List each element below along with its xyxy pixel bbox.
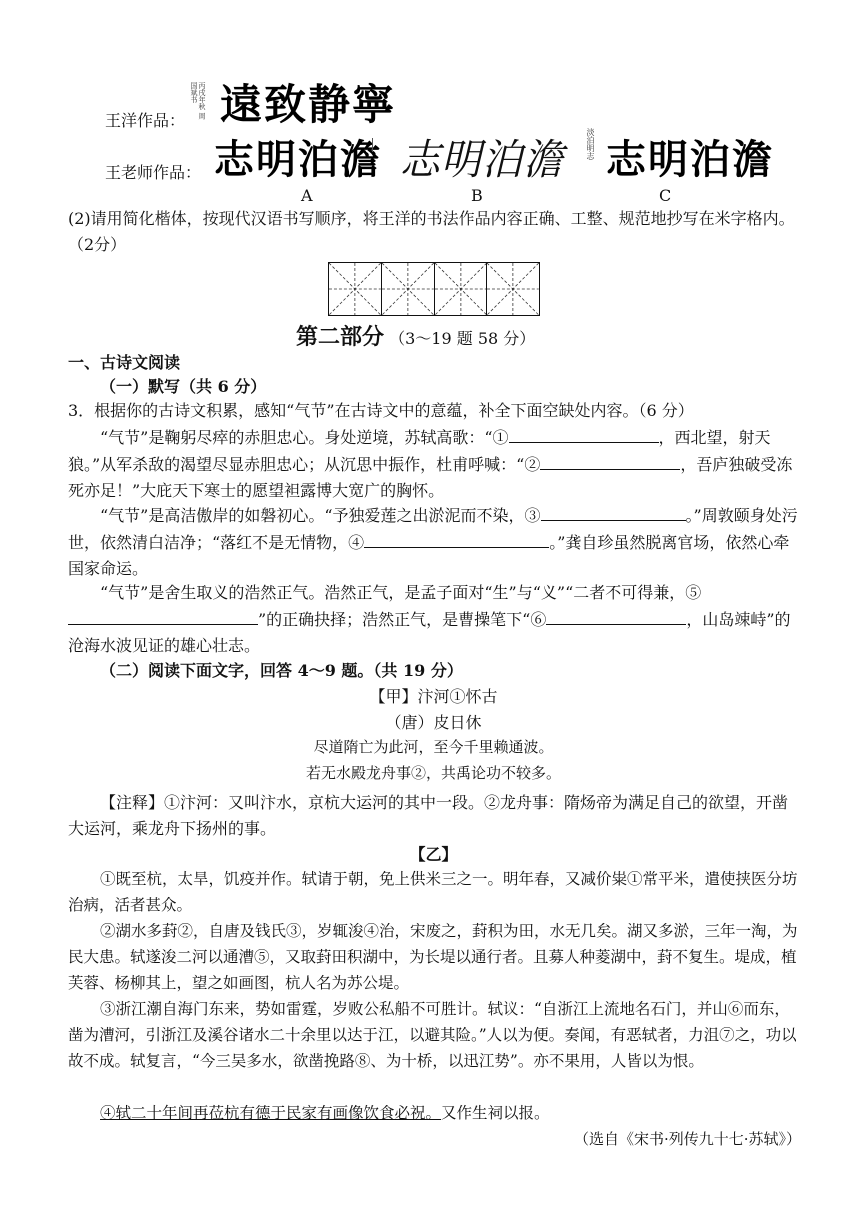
option-a-seal-mark <box>372 138 381 152</box>
blank-2[interactable] <box>540 451 680 470</box>
section1-sub1: （一）默写（共 6 分） <box>100 377 267 396</box>
blank-4[interactable] <box>364 529 549 548</box>
mizi-cell[interactable] <box>329 263 382 315</box>
yi-paragraph-4-rest: 又作生祠以报。 <box>441 1104 550 1122</box>
mizi-cell[interactable] <box>435 263 488 315</box>
part2-title-row <box>296 320 535 351</box>
mizi-cell[interactable] <box>487 263 539 315</box>
blank-1[interactable] <box>509 424 659 443</box>
option-c-label: C <box>659 186 672 205</box>
option-b-label: B <box>471 186 483 205</box>
p2-text-c: 。”龚自珍虽然脱离官场，依然心牵国家命运。 <box>68 533 790 578</box>
yi-paragraph-4-underlined: ④轼二十年间再莅杭有德于民家有画像饮食必祝。 <box>100 1104 442 1122</box>
p1-text-b: ，西北望，射天狼。”从军杀敌的渴望尽显赤胆忠心；从沉思中振作，杜甫呼喊：“② <box>68 428 771 474</box>
p2-text-b: 。”周敦颐身处污世，依然清白洁净；“落红不是无情物，④ <box>68 506 798 552</box>
yi-title: 【乙】 <box>409 845 458 864</box>
p3-text-c: ，山岛竦峙”的沧海水波见证的雄心壮志。 <box>68 610 791 655</box>
yi-paragraph-2: ②湖水多葑②，自唐及钱氏③，岁辄浚④治，宋废之，葑积为田，水无几矣。湖又多淤，三年一淘，为民大患。轼遂浚二河以通漕⑤，又取葑田积湖中，为长堤以通行者。且募人种菱湖中，葑不复生。堤成，植芙蓉、杨柳其上，望之如画图，杭人名为苏公堤。 <box>68 922 798 992</box>
paragraph-qijie-1 <box>68 424 798 504</box>
mizi-grid[interactable] <box>328 262 540 316</box>
option-b-calligraphy: 志明泊澹 <box>400 136 564 185</box>
section1-heading: 一、古诗文阅读 <box>68 353 181 372</box>
option-a-label: A <box>301 186 313 205</box>
p1-text-a: “气节”是鞠躬尽瘁的赤胆忠心。身处逆境，苏轼高歌：“① <box>100 428 509 447</box>
blank-3[interactable] <box>541 502 686 521</box>
wangyang-label: 王洋作品： <box>105 111 186 130</box>
blank-6[interactable] <box>546 606 686 625</box>
question-2: (2)请用简化楷体，按现代汉语书写顺序，将王洋的书法作品内容正确、工整、规范地抄写在米字格内。（2分） <box>68 209 795 254</box>
poem-line-1: 尽道隋亡为此河，至今千里赖通波。 <box>313 738 554 756</box>
mizi-cell[interactable] <box>382 263 435 315</box>
section1-sub2: （二）阅读下面文字，回答 4～9 题。（共 19 分） <box>100 661 463 680</box>
poem-author: （唐）皮日休 <box>385 713 482 732</box>
poem-note: 【注释】①汴河：又叫汴水，京杭大运河的其中一段。②龙舟事：隋炀帝为满足自己的欲望，开凿大运河，乘龙舟下扬州的事。 <box>68 793 789 838</box>
poem-title: 【甲】汴河①怀古 <box>369 687 498 706</box>
option-c-seal: 淡泊明志 <box>586 128 595 160</box>
paragraph-qijie-3 <box>68 580 798 659</box>
poem-line-2: 若无水殿龙舟事②，共禹论功不较多。 <box>305 764 561 782</box>
paragraph-qijie-2 <box>68 502 798 582</box>
option-a-calligraphy: 志明泊澹 <box>214 136 382 183</box>
yi-source: （选自《宋书·列传九十七·苏轼》） <box>573 1130 801 1148</box>
p2-text-a: “气节”是高洁傲岸的如磐初心。“予独爱莲之出淤泥而不染，③ <box>100 506 541 525</box>
yi-paragraph-3: ③浙江潮自海门东来，势如雷霆，岁败公私船不可胜计。轼议：“自浙江上流地名石门，并山⑥而东，凿为漕河，引浙江及溪谷诸水二十余里以达于江，以避其险。”人以为便。奏闻，有恶轼者，力沮⑦之，功以故不成。轼复言，“今三吴多水，欲凿挽路⑧、为十桥，以迅江势”。亦不果用，人皆以为恨。 <box>68 1000 797 1070</box>
p1-text-c: ，吾庐独破受冻死亦足！”大庇天下寒士的愿望袒露博大宽广的胸怀。 <box>68 455 793 500</box>
question-3: 3．根据你的古诗文积累，感知“气节”在古诗文中的意蕴，补全下面空缺处内容。（6 分） <box>68 401 694 420</box>
part2-subtitle: （3～19 题 58 分） <box>389 329 536 348</box>
yi-paragraph-4 <box>68 1100 798 1126</box>
p3-text-a: “气节”是舍生取义的浩然正气。浩然正气，是孟子面对“生”与“义”“二者不可得兼，⑤ <box>100 583 702 602</box>
option-c-calligraphy: 志明泊澹 <box>606 136 774 183</box>
wangyang-calligraphy: 遠致静寧 <box>220 80 397 129</box>
blank-5[interactable] <box>68 606 258 625</box>
teacher-label: 王老师作品： <box>105 163 202 182</box>
wangyang-seal: 丙戌年秋 周国斌书 <box>190 82 206 120</box>
part2-title: 第二部分 <box>296 324 385 350</box>
p3-text-b: ”的正确抉择；浩然正气，是曹操笔下“⑥ <box>258 610 547 629</box>
yi-paragraph-1: ①既至杭，太旱，饥疫并作。轼请于朝，免上供米三之一。明年春，又减价粜①常平米，遣使挟医分坊治病，活者甚众。 <box>68 870 798 914</box>
